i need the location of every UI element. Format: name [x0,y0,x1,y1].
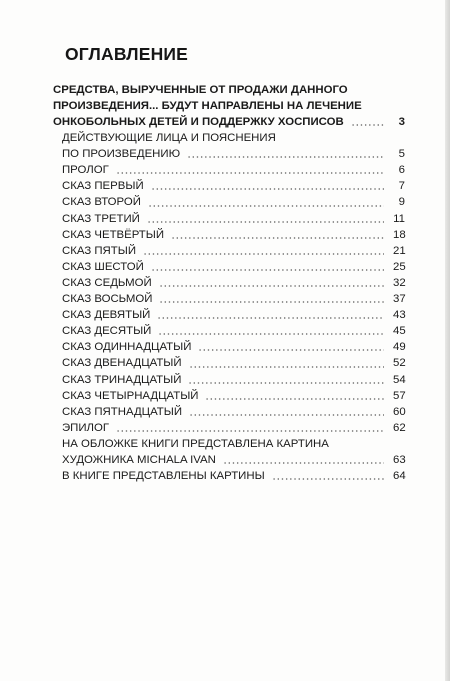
dot-leader [351,124,384,126]
dot-leader [188,382,384,384]
toc-page-number: 62 [393,421,406,434]
dot-leader [171,237,384,239]
toc-page-number: 6 [398,164,405,177]
toc-entry[interactable] [53,307,405,323]
toc-entry-label: СКАЗ ДЕВЯТЫЙ [62,309,151,322]
toc-entry[interactable] [53,275,405,291]
dot-leader [151,188,384,190]
toc-page-number: 5 [398,148,405,161]
toc-page-number: 57 [393,389,406,402]
toc-page-number: 3 [398,116,405,128]
toc-entry-label: СКАЗ ПЯТНАДЦАТЫЙ [62,405,183,418]
toc-entry[interactable] [53,468,405,484]
dot-leader [157,317,384,319]
toc-entry[interactable] [53,436,405,468]
toc-entry[interactable] [53,259,405,275]
toc-entry[interactable] [53,194,405,210]
toc-entry[interactable] [53,227,405,243]
toc-page-number: 18 [393,228,406,241]
dot-leader [223,462,384,464]
toc-entry-label: ПРОЛОГ [62,164,109,177]
toc-page-number: 37 [393,293,406,306]
dot-leader [116,430,384,432]
toc-intro-entry[interactable] [53,82,405,130]
toc-entry[interactable] [53,211,405,227]
dot-leader [198,349,384,351]
toc-entry-label: СКАЗ ЧЕТВЁРТЫЙ [62,228,165,241]
toc-page-number: 25 [393,260,406,273]
toc-entry[interactable] [53,388,405,404]
toc-entry-label: СКАЗ ПЕРВЫЙ [62,180,144,193]
dot-leader [189,366,384,368]
toc-entry-label: СКАЗ ВОСЬМОЙ [62,293,153,306]
toc-page-number: 60 [393,405,406,418]
toc-page-number: 9 [398,196,405,209]
toc-entry-row [62,146,405,162]
toc-entry[interactable] [53,291,405,307]
toc-page-number: 7 [398,180,405,193]
dot-leader [272,478,384,480]
dot-leader [205,398,384,400]
toc-entry-label: ОНКОБОЛЬНЫХ ДЕТЕЙ И ПОДДЕРЖКУ ХОСПИСОВ [53,116,344,128]
toc-page-number: 43 [393,309,406,322]
dot-leader [147,221,384,223]
toc-title: ОГЛАВЛЕНИЕ [65,44,189,64]
toc-page-number: 32 [393,276,406,289]
toc-page-number: 11 [393,212,405,225]
toc-entry-label: ПО ПРОИЗВЕДЕНИЮ [62,148,181,161]
toc-entry[interactable] [53,420,405,436]
dot-leader [143,253,384,255]
toc-entry[interactable] [53,130,405,162]
dot-leader [158,333,384,335]
toc-entry[interactable] [53,323,405,339]
toc-entry[interactable] [53,178,405,194]
dot-leader [159,285,384,287]
toc-page-number: 63 [393,453,406,466]
toc-entry-label: СКАЗ ТРЕТИЙ [62,212,140,225]
page-edge-shadow [445,0,450,681]
toc-entry[interactable] [53,162,405,178]
dot-leader [189,414,384,416]
toc-entry-row [53,114,405,130]
toc-entry-label: СКАЗ ЧЕТЫРНАДЦАТЫЙ [62,389,199,402]
toc-entry-line: НА ОБЛОЖКЕ КНИГИ ПРЕДСТАВЛЕНА КАРТИНА [62,437,329,450]
toc-entry-label: ХУДОЖНИКА MICHALA IVAN [62,453,216,466]
toc-entry-line: ДЕЙСТВУЮЩИЕ ЛИЦА И ПОЯСНЕНИЯ [62,132,276,145]
toc-page-number: 52 [393,357,406,370]
dot-leader [159,301,384,303]
toc-entry-row [62,452,405,468]
dot-leader [148,205,384,207]
toc-page-number: 45 [393,325,406,338]
toc-page-number: 49 [393,341,406,354]
toc-entry-line: СРЕДСТВА, ВЫРУЧЕННЫЕ ОТ ПРОДАЖИ ДАННОГО [53,84,348,96]
toc-page-number: 64 [393,470,406,483]
dot-leader [116,172,384,174]
toc-entry-label: СКАЗ СЕДЬМОЙ [62,276,152,289]
toc-entry-label: СКАЗ ШЕСТОЙ [62,260,144,273]
toc-entry-label: СКАЗ ПЯТЫЙ [62,244,137,257]
toc-entry-label: СКАЗ ВТОРОЙ [62,196,141,209]
toc-entry[interactable] [53,339,405,355]
toc-entry-label: СКАЗ ДВЕНАДЦАТЫЙ [62,357,182,370]
toc-entry-label: В КНИГЕ ПРЕДСТАВЛЕНЫ КАРТИНЫ [62,470,265,483]
dot-leader [187,156,384,158]
toc-entry-label: СКАЗ ТРИНАДЦАТЫЙ [62,373,182,386]
dot-leader [151,269,384,271]
toc-entry[interactable] [53,243,405,259]
toc-entry-label: ЭПИЛОГ [62,421,110,434]
toc-list [53,82,405,484]
toc-entry-label: СКАЗ ДЕСЯТЫЙ [62,325,152,338]
toc-entry-label: СКАЗ ОДИННАДЦАТЫЙ [62,341,192,354]
toc-page-number: 54 [393,373,406,386]
toc-entry[interactable] [53,372,405,388]
toc-entry[interactable] [53,404,405,420]
toc-page-number: 21 [393,244,406,257]
toc-entry-line: ПРОИЗВЕДЕНИЯ... БУДУТ НАПРАВЛЕНЫ НА ЛЕЧЕНИЕ [53,100,362,112]
toc-entry[interactable] [53,355,405,371]
